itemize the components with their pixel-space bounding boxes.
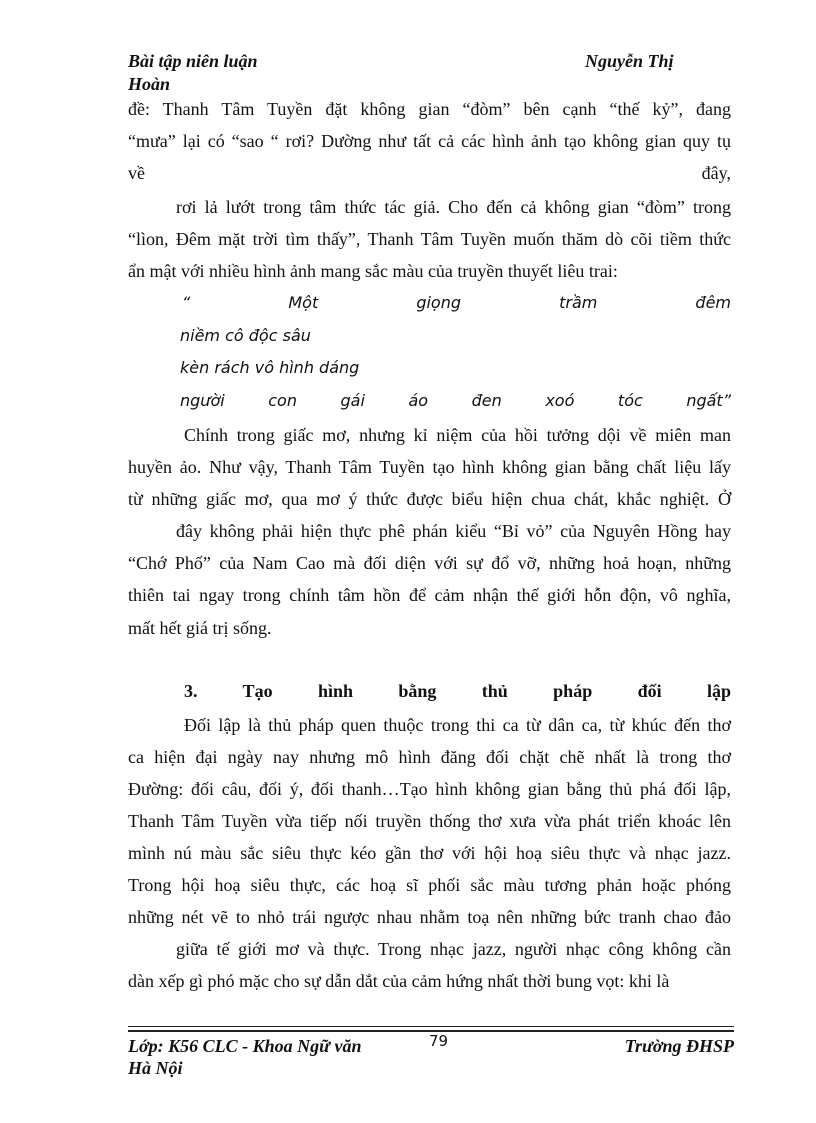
body-line: huyền ảo. Như vậy, Thanh Tâm Tuyền tạo hình không gian bằng chất liệu lấy	[128, 457, 731, 477]
body-line: Chính trong giấc mơ, nhưng kỉ niệm của hồi tưởng dội về miên man	[184, 425, 731, 445]
poem-line: kèn rách vô hình dáng	[180, 358, 360, 377]
body-line: những nét vẽ to nhỏ trái ngược nhau nhằm toạ nên những bức tranh chao đảo	[128, 907, 731, 927]
body-line: “Chớ Phố” của Nam Cao mà đối diện với sự đổ vỡ, những hoả hoạn, những	[128, 553, 731, 573]
body-line: Đường: đối câu, đối ý, đối thanh…Tạo hình không gian bằng thủ phá đối lập,	[128, 779, 731, 799]
body-line: Trong hội hoạ siêu thực, các hoạ sĩ phối sắc màu tương phản hoặc phóng	[128, 875, 731, 895]
body-line: ca hiện đại ngày nay nhưng mô hình đăng đối chặt chẽ nhất là trong thơ	[128, 747, 731, 767]
poem-line: niềm cô độc sâu	[180, 326, 311, 345]
page-number: 79	[429, 1032, 449, 1050]
footer-school: Trường ĐHSP	[624, 1036, 734, 1056]
poem-line: “ Một giọng trầm đêm	[182, 293, 731, 312]
body-line: ẩn mật với nhiều hình ảnh mang sắc màu của truyền thuyết liêu trai:	[128, 261, 618, 281]
body-line: “mưa” lại có “sao “ rơi? Dường như tất cả các hình ảnh tạo không gian quy tụ	[128, 131, 731, 151]
header-title: Bài tập niên luận	[128, 51, 258, 71]
body-line: đề: Thanh Tâm Tuyền đặt không gian “đòm” bên cạnh “thế kỷ”, đang	[128, 99, 731, 119]
body-line: đây không phải hiện thực phê phán kiểu “Bỉ vỏ” của Nguyên Hồng hay	[176, 521, 731, 541]
poem-line: người con gái áo đen xoó tóc ngất”	[180, 391, 731, 410]
body-line: giữa tế giới mơ và thực. Trong nhạc jazz, người nhạc công không cần	[176, 939, 731, 959]
body-line: về	[128, 163, 145, 183]
body-line: dàn xếp gì phó mặc cho sự dẫn dắt của cảm hứng nhất thời bung vọt: khi là	[128, 971, 670, 991]
body-line: Thanh Tâm Tuyền vừa tiếp nối truyền thống thơ xưa vừa phát triển khoác lên	[128, 811, 731, 831]
body-line: Đối lập là thủ pháp quen thuộc trong thi ca từ dân ca, từ khúc đến thơ	[184, 715, 731, 735]
body-line: từ những giấc mơ, qua mơ ý thức được biểu hiện chua chát, khắc nghiệt. Ở	[128, 489, 731, 509]
footer-class: Lớp: K56 CLC - Khoa Ngữ văn	[128, 1036, 362, 1056]
body-line: mình nú màu sắc siêu thực kéo gần thơ với hội hoạ siêu thực và nhạc jazz.	[128, 843, 731, 863]
body-line: thiên tai ngay trong chính tâm hồn để cảm nhận thế giới hỗn độn, vô nghĩa,	[128, 585, 731, 605]
header-author: Nguyễn Thị	[585, 51, 674, 71]
footer-rule-thin	[128, 1026, 734, 1027]
section-heading: 3. Tạo hình bằng thủ pháp đối lập	[184, 681, 731, 701]
header-title-continued: Hoàn	[128, 74, 171, 94]
body-line: “lìon, Đêm mặt trời tìm thấy”, Thanh Tâm Tuyền muốn thăm dò cõi tiềm thức	[128, 229, 731, 249]
body-line: mất hết giá trị sống.	[128, 618, 272, 638]
body-line: rơi lả lướt trong tâm thức tác giả. Cho đến cả không gian “đòm” trong	[176, 197, 731, 217]
footer-class-continued: Hà Nội	[128, 1058, 183, 1078]
body-line: đây,	[701, 163, 731, 183]
